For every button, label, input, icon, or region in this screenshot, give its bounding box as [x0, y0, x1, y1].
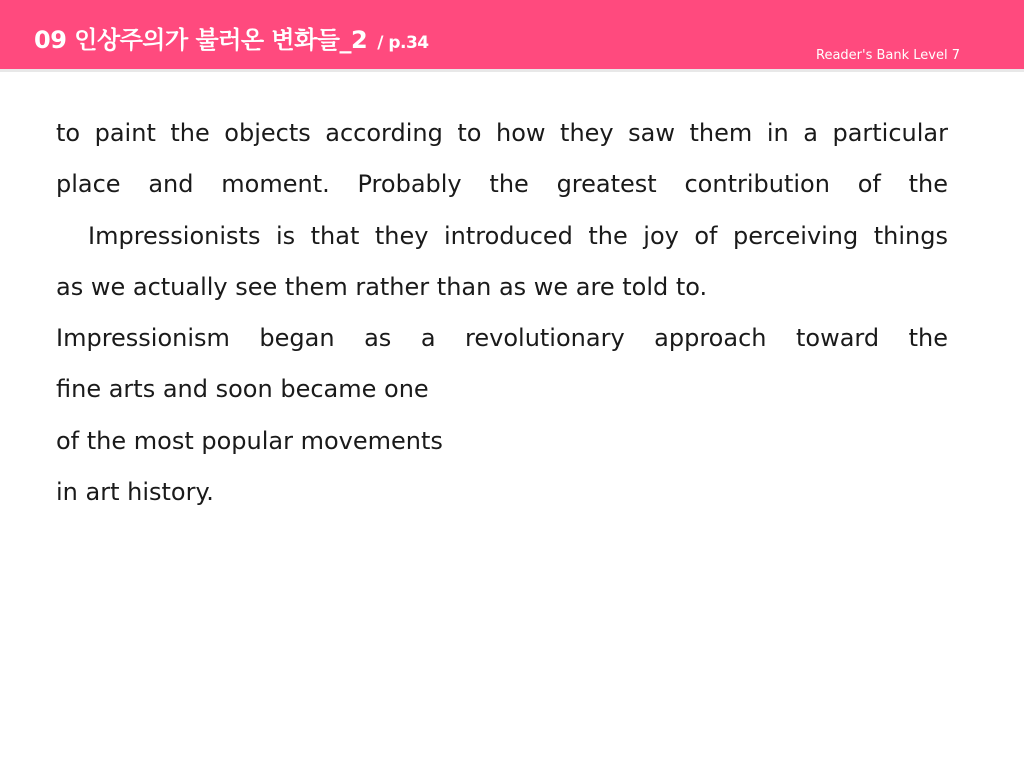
passage-line: Impressionism began as a revolutionary approach toward the: [56, 324, 948, 353]
slide-title-text: 09 인상주의가 불러온 변화들_2: [34, 26, 368, 54]
passage-line: fine arts and soon became one: [56, 375, 429, 404]
brand-label: Reader's Bank Level 7: [816, 48, 960, 63]
passage-line: as we actually see them rather than as we are told to.: [56, 272, 708, 301]
header-bar: [0, 0, 1024, 72]
passage-line: of the most popular movements: [56, 426, 443, 455]
passage-line: to paint the objects according to how they saw them in a particular: [56, 119, 948, 147]
passage-text: [56, 108, 948, 518]
slide-title: [34, 28, 429, 52]
passage-line: in art history.: [56, 478, 214, 507]
page-reference: / p.34: [377, 33, 429, 53]
passage-line: place and moment. Probably the greatest contribution of the: [56, 170, 948, 199]
passage-line: Impressionists is that they introduced the joy of perceiving things: [88, 221, 948, 250]
